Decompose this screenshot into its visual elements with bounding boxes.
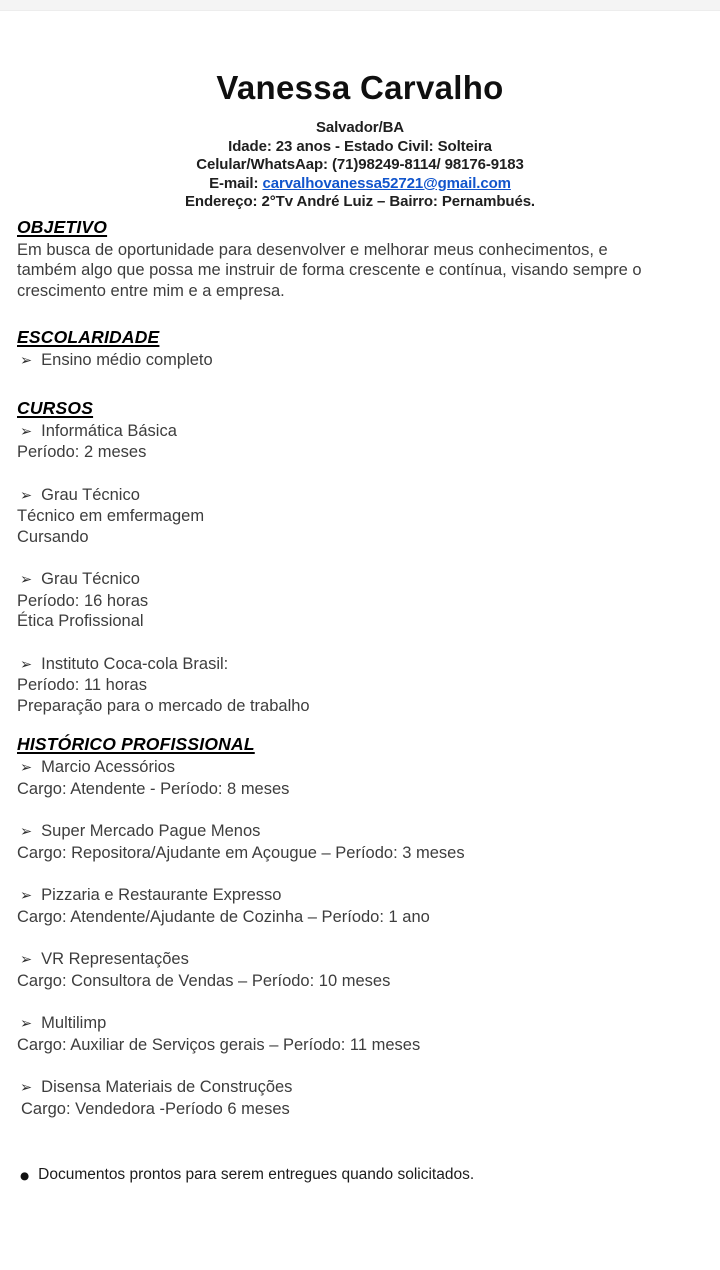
arrow-bullet-icon: ➢	[20, 423, 33, 440]
objetivo-text: Em busca de oportunidade para desenvolver e melhorar meus conhecimentos, e também algo que possa me instruir de forma crescente e contínua, visando sempre o crescimento entre mim e a empresa.	[17, 240, 642, 300]
course-title: Grau Técnico	[41, 485, 140, 504]
course-detail-line: Período: 2 meses	[17, 443, 147, 462]
course-title: Grau Técnico	[41, 570, 140, 589]
job-item	[17, 821, 680, 863]
job-item	[17, 1077, 680, 1119]
job-detail-line: Cargo: Consultora de Vendas – Período: 10 meses	[17, 971, 391, 990]
section-heading-escolaridade: ESCOLARIDADE	[17, 327, 160, 348]
course-item	[17, 485, 680, 548]
job-title: Super Mercado Pague Menos	[41, 822, 261, 841]
escolaridade-item-title: Ensino médio completo	[41, 351, 213, 370]
course-detail-line: Período: 11 horas	[17, 676, 147, 695]
arrow-bullet-icon: ➢	[20, 656, 33, 673]
job-item	[17, 885, 680, 927]
job-detail-line: Cargo: Vendedora -Período 6 meses	[21, 1099, 290, 1118]
arrow-bullet-icon: ➢	[20, 1080, 33, 1097]
email-label: E-mail:	[209, 174, 263, 192]
arrow-bullet-icon: ➢	[20, 572, 33, 589]
job-detail-line: Cargo: Atendente - Período: 8 meses	[17, 779, 290, 798]
contact-block	[0, 119, 720, 212]
arrow-bullet-icon: ➢	[20, 487, 33, 504]
course-detail-line: Período: 16 horas	[17, 591, 149, 610]
job-item	[17, 757, 680, 799]
arrow-bullet-icon: ➢	[20, 888, 33, 905]
course-item	[17, 569, 680, 632]
course-detail-line: Preparação para o mercado de trabalho	[17, 696, 310, 715]
job-item	[17, 1013, 680, 1055]
email-link[interactable]: carvalhovanessa52721@gmail.com	[262, 174, 511, 192]
arrow-bullet-icon: ➢	[20, 760, 33, 777]
contact-phone-line: Celular/WhatsAap: (71)98249-8114/ 98176-9183	[196, 156, 524, 174]
course-title: Instituto Coca-cola Brasil:	[41, 654, 229, 673]
job-title: Disensa Materiais de Construções	[41, 1078, 293, 1097]
dot-bullet-icon: ●	[20, 1170, 30, 1183]
course-item	[17, 421, 680, 463]
course-detail-line: Técnico em emfermagem	[17, 507, 205, 526]
course-title: Informática Básica	[41, 421, 177, 440]
footer-note	[17, 1165, 680, 1186]
section-heading-cursos: CURSOS	[17, 397, 94, 418]
job-title: Pizzaria e Restaurante Expresso	[41, 886, 282, 905]
job-detail-line: Cargo: Atendente/Ajudante de Cozinha – Período: 1 ano	[17, 907, 430, 926]
course-detail-line: Cursando	[17, 527, 89, 546]
contact-email-line	[0, 175, 720, 194]
resume-name: Vanessa Carvalho	[216, 69, 504, 106]
footer-note-text: Documentos prontos para serem entregues quando solicitados.	[38, 1166, 475, 1184]
job-detail-line: Cargo: Auxiliar de Serviços gerais – Período: 11 meses	[17, 1035, 421, 1054]
contact-location-line: Salvador/BA	[315, 119, 405, 136]
job-title: Multilimp	[41, 1014, 107, 1033]
job-title: VR Representações	[41, 950, 189, 969]
escolaridade-item	[17, 350, 680, 372]
job-item	[17, 949, 680, 991]
arrow-bullet-icon: ➢	[20, 952, 33, 969]
arrow-bullet-icon: ➢	[20, 353, 33, 370]
contact-age-line: Idade: 23 anos - Estado Civil: Solteira	[228, 137, 492, 155]
course-item	[17, 654, 680, 717]
course-detail-line: Ética Profissional	[17, 612, 144, 631]
contact-address-line: Endereço: 2°Tv André Luiz – Bairro: Pernambués.	[185, 193, 535, 211]
top-strip	[0, 0, 720, 11]
section-heading-historico: HISTÓRICO PROFISSIONAL	[17, 734, 255, 755]
resume-content	[0, 217, 720, 1187]
section-heading-objetivo: OBJETIVO	[17, 216, 108, 237]
job-title: Marcio Acessórios	[41, 758, 176, 777]
job-detail-line: Cargo: Repositora/Ajudante em Açougue – Período: 3 meses	[17, 843, 465, 862]
arrow-bullet-icon: ➢	[20, 824, 33, 841]
arrow-bullet-icon: ➢	[20, 1016, 33, 1033]
